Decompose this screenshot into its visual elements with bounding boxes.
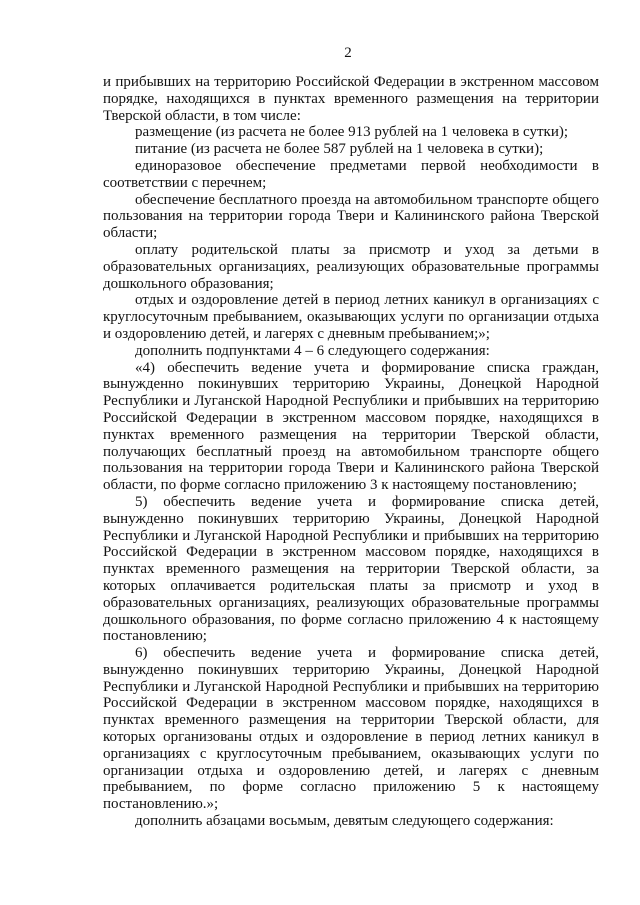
paragraph-subitem-5: 5) обеспечить ведение учета и формирование списка детей, вынужденно покинувших территорию Украины, Донецкой Народной Республики и Луганской Народной Республики и прибывших на территорию Российской Федерации в экстренном массовом порядке, находящихся в пунктах временного размещения на территории Тверской области, за которых оплачивается родительская платы за присмотр и уход в образовательных организациях, реализующих образовательные программы дошкольного образования, по форме согласно приложению 4 к настоящему постановлению;	[103, 493, 599, 645]
paragraph-continuation: и прибывших на территорию Российской Федерации в экстренном массовом порядке, находящихся в пунктах временного размещения на территории Тверской области, в том числе:	[103, 74, 599, 124]
paragraph-subitem-6: 6) обеспечить ведение учета и формирование списка детей, вынужденно покинувших территорию Украины, Донецкой Народной Республики и Луганской Народной Республики и прибывших на территорию Российской Федерации в экстренном массовом порядке, находящихся в пунктах временного размещения на территории Тверской области, для которых организованы отдых и оздоровление в период летних каникул в организациях с круглосуточным пребыванием, оказывающих услуги по организации отдыха и оздоровлению детей, и лагерях с дневным пребыванием, по форме согласно приложению 5 к настоящему постановлению.»;	[103, 645, 599, 813]
paragraph-food: питание (из расчета не более 587 рублей на 1 человека в сутки);	[135, 141, 544, 158]
paragraph-summer-rest: отдых и оздоровление детей в период летних каникул в организациях с круглосуточным пребыванием, оказывающих услуги по организации отдыха и оздоровлению детей, и лагерях с дневным пребыванием;»;	[103, 292, 599, 342]
paragraph-add-subitems: дополнить подпунктами 4 – 6 следующего содержания:	[135, 342, 490, 359]
paragraph-essentials: единоразовое обеспечение предметами первой необходимости в соответствии с перечнем;	[103, 157, 599, 191]
paragraph-parental-fee: оплату родительской платы за присмотр и уход за детьми в образовательных организациях, реализующих образовательные программы дошкольного образования;	[103, 241, 599, 292]
paragraph-add-paragraphs: дополнить абзацами восьмым, девятым следующего содержания:	[135, 813, 554, 830]
paragraph-free-transport: обеспечение бесплатного проезда на автомобильном транспорте общего пользования на территории города Твери и Калининского района Тверской области;	[103, 191, 599, 242]
paragraph-accommodation: размещение (из расчета не более 913 рублей на 1 человека в сутки);	[135, 124, 569, 141]
page-number: 2	[344, 45, 352, 61]
document-body	[103, 74, 599, 830]
document-page	[103, 44, 599, 830]
paragraph-subitem-4: «4) обеспечить ведение учета и формирование списка граждан, вынужденно покинувших территорию Украины, Донецкой Народной Республики и Луганской Народной Республики и прибывших на территорию Российской Федерации в экстренном массовом порядке, находящихся в пунктах временного размещения на территории Тверской области, получающих бесплатный проезд на автомобильном транспорте общего пользования на территории города Твери и Калининского района Тверской области, по форме согласно приложению 3 к настоящему постановлению;	[103, 359, 599, 494]
